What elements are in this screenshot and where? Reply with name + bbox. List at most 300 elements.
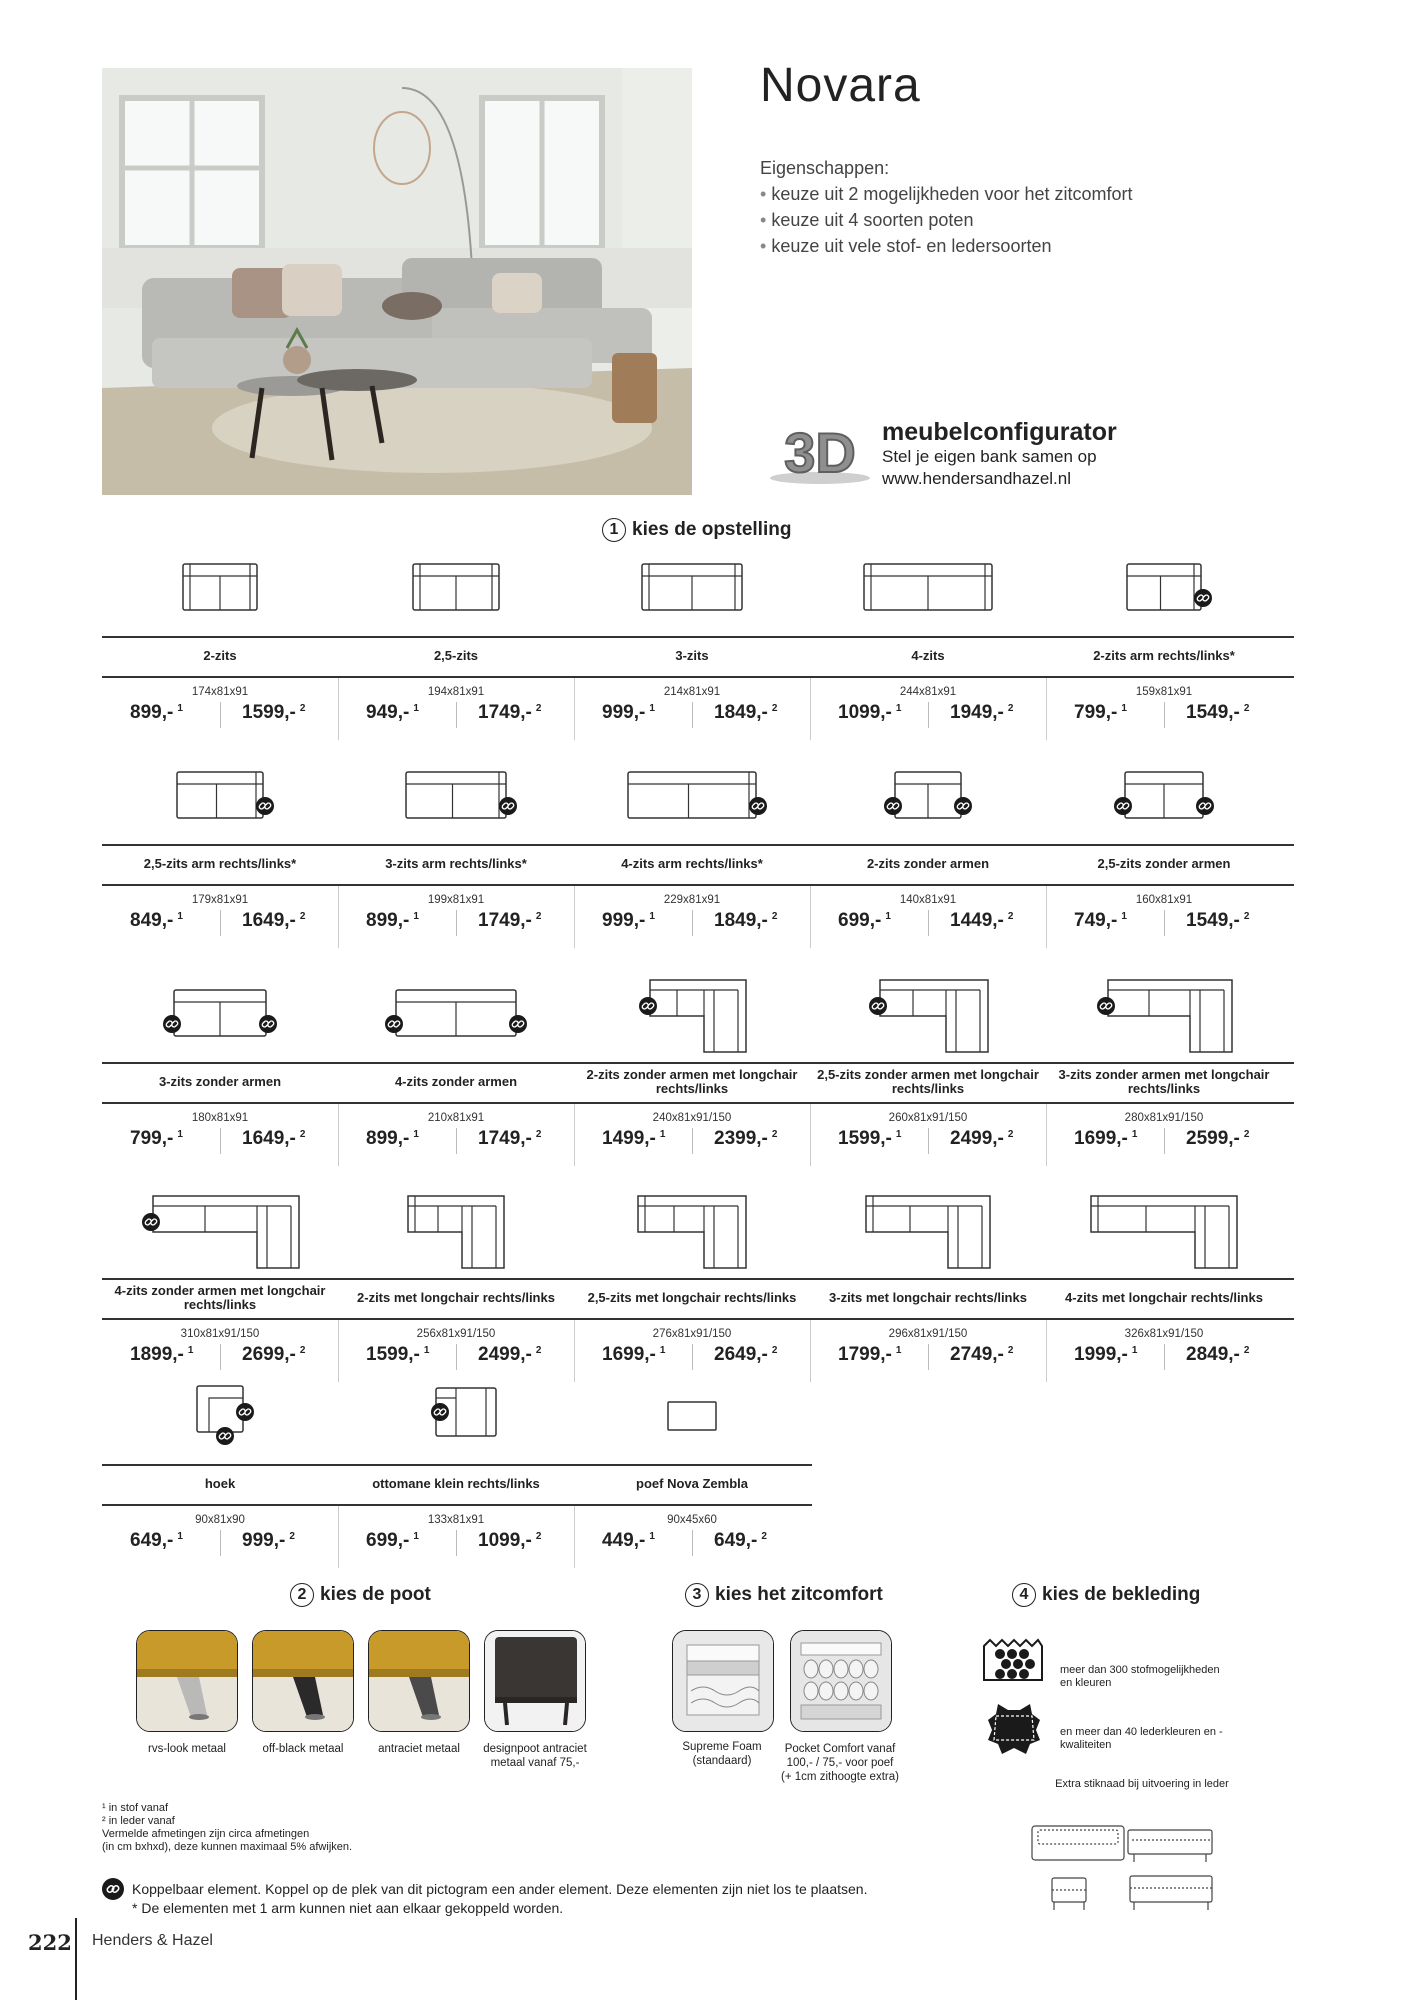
price-leather bbox=[714, 1530, 804, 1552]
link-icon bbox=[1194, 589, 1212, 607]
element-dimensions: 174x81x91 bbox=[191, 686, 249, 698]
price-fabric bbox=[1074, 702, 1164, 724]
link-icon bbox=[385, 1015, 403, 1033]
price-value: 899,- bbox=[366, 910, 410, 931]
element-name: 2-zits arm rechts/links* bbox=[1093, 648, 1235, 663]
column-divider bbox=[1046, 678, 1047, 740]
price-value: 2649,- bbox=[714, 1344, 768, 1365]
element-name: 2,5-zits arm rechts/links* bbox=[143, 856, 297, 871]
element-name: 3-zits arm rechts/links* bbox=[385, 856, 527, 871]
element-cell[interactable] bbox=[1046, 536, 1282, 744]
price-fabric bbox=[838, 702, 928, 724]
price-fabric bbox=[602, 1344, 692, 1366]
configurator-url[interactable]: www.hendersandhazel.nl bbox=[882, 469, 1072, 488]
element-diagram bbox=[338, 1364, 574, 1464]
element-cell[interactable] bbox=[338, 1364, 574, 1572]
price-value: 1699,- bbox=[602, 1344, 656, 1365]
element-dimensions: 90x45x60 bbox=[667, 1514, 717, 1526]
leg-option[interactable] bbox=[368, 1630, 470, 1732]
configurator-text bbox=[882, 446, 1097, 490]
link-icon bbox=[1097, 997, 1115, 1015]
element-cell[interactable] bbox=[102, 962, 338, 1170]
price-superscript: 2 bbox=[771, 1344, 778, 1356]
element-name: 3-zits met longchair rechts/links bbox=[829, 1290, 1027, 1305]
price-superscript: 1 bbox=[649, 702, 655, 714]
leg-illustration bbox=[137, 1631, 237, 1731]
price-value: 899,- bbox=[130, 702, 174, 723]
price-value: 999,- bbox=[602, 910, 646, 931]
fabric-swatch-icon bbox=[978, 1632, 1048, 1688]
price-fabric bbox=[130, 910, 220, 932]
element-diagram bbox=[338, 1178, 574, 1278]
element-cell[interactable] bbox=[338, 536, 574, 744]
price-superscript: 1 bbox=[413, 1530, 419, 1542]
element-dimensions: 179x81x91 bbox=[191, 894, 249, 906]
element-cell[interactable] bbox=[102, 1364, 338, 1572]
element-cell[interactable] bbox=[338, 744, 574, 952]
price-value: 1749,- bbox=[478, 1128, 532, 1149]
element-cell[interactable] bbox=[1046, 1178, 1282, 1386]
link-icon bbox=[256, 797, 274, 815]
element-dimensions: 296x81x91/150 bbox=[888, 1328, 968, 1340]
element-cell[interactable] bbox=[338, 962, 574, 1170]
link-icon bbox=[509, 1015, 527, 1033]
leg-option[interactable] bbox=[252, 1630, 354, 1732]
price-superscript: 1 bbox=[413, 1128, 419, 1140]
brand-name: Henders & Hazel bbox=[92, 1932, 213, 1949]
price-fabric bbox=[366, 702, 456, 724]
price-divider bbox=[220, 702, 221, 728]
property-item: • keuze uit vele stof- en ledersoorten bbox=[760, 233, 1133, 259]
price-divider bbox=[456, 702, 457, 728]
element-cell[interactable] bbox=[338, 1178, 574, 1386]
element-diagram bbox=[810, 536, 1046, 636]
link-icon bbox=[142, 1213, 160, 1231]
price-superscript: 1 bbox=[885, 910, 891, 922]
price-fabric bbox=[1074, 1128, 1164, 1150]
price-superscript: 1 bbox=[659, 1344, 666, 1356]
price-value: 1599,- bbox=[242, 702, 296, 723]
leather-text: en meer dan 40 lederkleuren en -kwaliteiten bbox=[1060, 1726, 1223, 1751]
price-value: 849,- bbox=[130, 910, 174, 931]
element-diagram bbox=[338, 962, 574, 1062]
price-leather bbox=[242, 910, 332, 932]
element-name: 2-zits met longchair rechts/links bbox=[357, 1290, 555, 1305]
price-superscript: 2 bbox=[299, 910, 306, 922]
price-value: 1949,- bbox=[950, 702, 1004, 723]
price-value: 2499,- bbox=[478, 1344, 532, 1365]
element-dimensions: 276x81x91/150 bbox=[652, 1328, 732, 1340]
element-diagram bbox=[338, 536, 574, 636]
link-icon bbox=[259, 1015, 277, 1033]
page-number: 222 bbox=[28, 1930, 72, 1955]
price-divider bbox=[1164, 1128, 1165, 1154]
price-leather bbox=[950, 910, 1040, 932]
price-superscript: 2 bbox=[1007, 910, 1014, 922]
element-cell[interactable] bbox=[102, 744, 338, 952]
column-divider bbox=[810, 1104, 811, 1166]
price-fabric bbox=[602, 1128, 692, 1150]
element-dimensions: 310x81x91/150 bbox=[180, 1328, 260, 1340]
element-name: 4-zits zonder armen met longchair rechts/links bbox=[114, 1283, 326, 1312]
price-value: 1849,- bbox=[714, 702, 768, 723]
price-divider bbox=[220, 1128, 221, 1154]
price-value: 699,- bbox=[838, 910, 882, 931]
price-leather bbox=[478, 910, 568, 932]
element-cell[interactable] bbox=[810, 962, 1046, 1170]
element-name: 3-zits bbox=[675, 648, 709, 663]
price-value: 999,- bbox=[602, 702, 646, 723]
link-legend-text: Koppelbaar element. Koppel op de plek van dit pictogram een ander element. Deze elementen zijn niet los te plaatsen. bbox=[132, 1880, 868, 1897]
leg-caption: designpoot antraciet metaal vanaf 75,- bbox=[483, 1743, 587, 1769]
price-leather bbox=[950, 1344, 1040, 1366]
price-value: 2849,- bbox=[1186, 1344, 1240, 1365]
section-number: 1 bbox=[602, 518, 626, 542]
price-divider bbox=[220, 1530, 221, 1556]
element-dimensions: 90x81x90 bbox=[195, 1514, 245, 1526]
column-divider bbox=[574, 886, 575, 948]
element-diagram bbox=[574, 1364, 810, 1464]
element-dimensions: 229x81x91 bbox=[663, 894, 721, 906]
element-diagram bbox=[1046, 536, 1282, 636]
element-dimensions: 210x81x91 bbox=[427, 1112, 485, 1124]
section-number: 2 bbox=[290, 1583, 314, 1607]
element-dimensions: 180x81x91 bbox=[191, 1112, 249, 1124]
link-icon bbox=[499, 797, 517, 815]
price-superscript: 1 bbox=[177, 702, 183, 714]
price-superscript: 1 bbox=[177, 1128, 183, 1140]
price-superscript: 2 bbox=[771, 1128, 778, 1140]
properties-list bbox=[760, 155, 1133, 259]
price-value: 1699,- bbox=[1074, 1128, 1128, 1149]
element-name: 2,5-zits met longchair rechts/links bbox=[587, 1290, 797, 1305]
price-fabric bbox=[1074, 910, 1164, 932]
price-superscript: 2 bbox=[299, 1128, 306, 1140]
price-superscript: 2 bbox=[535, 1530, 542, 1542]
price-superscript: 2 bbox=[1007, 1128, 1014, 1140]
element-dimensions: 256x81x91/150 bbox=[416, 1328, 496, 1340]
price-leather bbox=[714, 702, 804, 724]
element-name: 3-zits zonder armen bbox=[158, 1074, 282, 1089]
price-superscript: 2 bbox=[1007, 702, 1014, 714]
price-leather bbox=[242, 1530, 332, 1552]
element-diagram bbox=[1046, 744, 1282, 844]
price-divider bbox=[456, 1530, 457, 1556]
column-divider bbox=[338, 678, 339, 740]
leg-option[interactable] bbox=[136, 1630, 238, 1732]
link-icon bbox=[954, 797, 972, 815]
element-name: 4-zits arm rechts/links* bbox=[621, 856, 763, 871]
element-dimensions: 140x81x91 bbox=[899, 894, 957, 906]
price-value: 649,- bbox=[714, 1530, 758, 1551]
price-value: 1549,- bbox=[1186, 910, 1240, 931]
price-superscript: 1 bbox=[659, 1128, 666, 1140]
link-icon bbox=[236, 1403, 254, 1421]
price-superscript: 1 bbox=[649, 1530, 655, 1542]
footnote: (in cm bxhxd), deze kunnen maximaal 5% afwijken. bbox=[102, 1841, 353, 1853]
price-leather bbox=[1186, 910, 1276, 932]
column-divider bbox=[810, 678, 811, 740]
price-value: 1499,- bbox=[602, 1128, 656, 1149]
column-divider bbox=[810, 1320, 811, 1382]
section-title: kies de poot bbox=[320, 1584, 431, 1605]
element-diagram bbox=[102, 1178, 338, 1278]
element-cell[interactable] bbox=[574, 744, 810, 952]
price-superscript: 2 bbox=[535, 1128, 542, 1140]
price-fabric bbox=[130, 702, 220, 724]
price-value: 2749,- bbox=[950, 1344, 1004, 1365]
sofa-illustration bbox=[102, 68, 692, 495]
price-divider bbox=[928, 1344, 929, 1370]
price-value: 2599,- bbox=[1186, 1128, 1240, 1149]
price-value: 1549,- bbox=[1186, 702, 1240, 723]
price-fabric bbox=[366, 910, 456, 932]
section-3-heading bbox=[685, 1583, 883, 1607]
footnote: ² in leder vanaf bbox=[102, 1815, 175, 1827]
price-superscript: 2 bbox=[1243, 1128, 1250, 1140]
footnote: ¹ in stof vanaf bbox=[102, 1802, 169, 1814]
3d-logo-icon bbox=[768, 420, 872, 486]
price-superscript: 2 bbox=[299, 1344, 306, 1356]
price-value: 649,- bbox=[130, 1530, 174, 1551]
section-number: 3 bbox=[685, 1583, 709, 1607]
link-icon bbox=[869, 997, 887, 1015]
price-value: 2699,- bbox=[242, 1344, 296, 1365]
element-diagram bbox=[810, 962, 1046, 1062]
price-superscript: 2 bbox=[1007, 1344, 1014, 1356]
price-superscript: 2 bbox=[299, 702, 306, 714]
price-fabric bbox=[366, 1128, 456, 1150]
element-name: 4-zits met longchair rechts/links bbox=[1065, 1290, 1263, 1305]
element-cell[interactable] bbox=[574, 536, 810, 744]
price-fabric bbox=[1074, 1344, 1164, 1366]
footnotes bbox=[102, 1802, 432, 1854]
leg-caption: rvs-look metaal bbox=[148, 1743, 226, 1755]
element-cell[interactable] bbox=[810, 744, 1046, 952]
leg-option[interactable] bbox=[484, 1630, 586, 1732]
pocket-illustration bbox=[791, 1631, 891, 1731]
element-diagram bbox=[574, 536, 810, 636]
page-divider bbox=[75, 1918, 77, 2000]
price-superscript: 2 bbox=[761, 1530, 767, 1542]
element-cell[interactable] bbox=[102, 536, 338, 744]
element-diagram bbox=[102, 536, 338, 636]
element-cell[interactable] bbox=[810, 536, 1046, 744]
star-note: * De elementen met 1 arm kunnen niet aan elkaar gekoppeld worden. bbox=[132, 1900, 564, 1916]
section-number: 4 bbox=[1012, 1583, 1036, 1607]
foam-illustration bbox=[673, 1631, 773, 1731]
link-icon bbox=[163, 1015, 181, 1033]
price-value: 2499,- bbox=[950, 1128, 1004, 1149]
element-dimensions: 214x81x91 bbox=[663, 686, 721, 698]
footer-legend bbox=[102, 1878, 867, 1917]
price-divider bbox=[692, 910, 693, 936]
element-dimensions: 194x81x91 bbox=[427, 686, 485, 698]
price-superscript: 1 bbox=[1131, 1344, 1138, 1356]
price-value: 699,- bbox=[366, 1530, 410, 1551]
price-value: 2399,- bbox=[714, 1128, 768, 1149]
link-icon bbox=[749, 797, 767, 815]
leg-caption: antraciet metaal bbox=[378, 1743, 460, 1755]
price-leather bbox=[478, 1128, 568, 1150]
price-fabric bbox=[130, 1128, 220, 1150]
price-superscript: 2 bbox=[771, 910, 778, 922]
element-cell[interactable] bbox=[574, 962, 810, 1170]
price-superscript: 2 bbox=[1243, 910, 1250, 922]
section-title: kies het zitcomfort bbox=[715, 1584, 883, 1605]
element-dimensions: 133x81x91 bbox=[427, 1514, 485, 1526]
price-value: 999,- bbox=[242, 1530, 286, 1551]
price-value: 749,- bbox=[1074, 910, 1118, 931]
element-name: poef Nova Zembla bbox=[636, 1476, 748, 1491]
section-title: kies de bekleding bbox=[1042, 1584, 1201, 1605]
element-diagram bbox=[1046, 962, 1282, 1062]
element-diagram bbox=[102, 962, 338, 1062]
comfort-caption: Supreme Foam (standaard) bbox=[682, 1741, 762, 1767]
element-diagram bbox=[810, 1178, 1046, 1278]
element-name: 2,5-zits zonder armen bbox=[1097, 856, 1231, 871]
property-item: • keuze uit 4 soorten poten bbox=[760, 207, 1133, 233]
link-icon bbox=[102, 1878, 124, 1900]
element-dimensions: 244x81x91 bbox=[899, 686, 957, 698]
element-dimensions: 199x81x91 bbox=[427, 894, 485, 906]
price-superscript: 1 bbox=[649, 910, 655, 922]
element-name: 2-zits zonder armen met longchair rechts/links bbox=[586, 1067, 798, 1096]
element-cell[interactable] bbox=[102, 1178, 338, 1386]
price-value: 1899,- bbox=[130, 1344, 184, 1365]
price-value: 449,- bbox=[602, 1530, 646, 1551]
price-leather bbox=[478, 702, 568, 724]
footnote: Vermelde afmetingen zijn circa afmetingen bbox=[102, 1828, 310, 1840]
price-divider bbox=[456, 910, 457, 936]
leg-illustration bbox=[485, 1631, 585, 1731]
element-name: 4-zits bbox=[911, 648, 945, 663]
price-divider bbox=[928, 702, 929, 728]
element-cell[interactable] bbox=[810, 1178, 1046, 1386]
price-value: 1599,- bbox=[366, 1344, 420, 1365]
element-dimensions: 326x81x91/150 bbox=[1124, 1328, 1204, 1340]
price-divider bbox=[692, 1128, 693, 1154]
price-leather bbox=[714, 1344, 804, 1366]
price-leather bbox=[242, 702, 332, 724]
price-value: 1749,- bbox=[478, 910, 532, 931]
leather-hide-icon bbox=[984, 1700, 1044, 1756]
price-value: 1849,- bbox=[714, 910, 768, 931]
property-item: • keuze uit 2 mogelijkheden voor het zitcomfort bbox=[760, 181, 1133, 207]
stitch-text: Extra stiknaad bij uitvoering in leder bbox=[1055, 1778, 1229, 1790]
price-fabric bbox=[602, 910, 692, 932]
price-leather bbox=[242, 1128, 332, 1150]
price-fabric bbox=[366, 1530, 456, 1552]
element-name: 4-zits zonder armen bbox=[394, 1074, 518, 1089]
column-divider bbox=[1046, 886, 1047, 948]
leg-illustration bbox=[253, 1631, 353, 1731]
price-superscript: 2 bbox=[535, 702, 542, 714]
element-diagram bbox=[338, 744, 574, 844]
leg-illustration bbox=[369, 1631, 469, 1731]
link-icon bbox=[1114, 797, 1132, 815]
price-fabric bbox=[130, 1344, 220, 1366]
element-diagram bbox=[102, 744, 338, 844]
price-value: 1099,- bbox=[478, 1530, 532, 1551]
price-leather bbox=[1186, 1128, 1276, 1150]
comfort-option-foam[interactable] bbox=[672, 1630, 774, 1732]
price-divider bbox=[692, 702, 693, 728]
price-value: 1749,- bbox=[478, 702, 532, 723]
column-divider bbox=[338, 1506, 339, 1568]
stitch-illustrations bbox=[1030, 1820, 1230, 1930]
element-cell[interactable] bbox=[1046, 744, 1282, 952]
comfort-option-pocket[interactable] bbox=[790, 1630, 892, 1732]
price-fabric bbox=[602, 702, 692, 724]
price-leather bbox=[478, 1530, 568, 1552]
column-divider bbox=[574, 1506, 575, 1568]
price-leather bbox=[242, 1344, 332, 1366]
element-cell[interactable] bbox=[574, 1178, 810, 1386]
price-divider bbox=[928, 1128, 929, 1154]
price-divider bbox=[928, 910, 929, 936]
price-leather bbox=[478, 1344, 568, 1366]
column-divider bbox=[338, 886, 339, 948]
price-value: 1449,- bbox=[950, 910, 1004, 931]
section-title: kies de opstelling bbox=[632, 519, 792, 540]
price-divider bbox=[220, 910, 221, 936]
price-divider bbox=[692, 1530, 693, 1556]
element-dimensions: 159x81x91 bbox=[1135, 686, 1193, 698]
price-superscript: 1 bbox=[177, 1530, 183, 1542]
price-fabric bbox=[130, 1530, 220, 1552]
column-divider bbox=[1046, 1104, 1047, 1166]
element-cell[interactable] bbox=[574, 1364, 810, 1572]
price-superscript: 1 bbox=[1121, 702, 1127, 714]
price-superscript: 2 bbox=[1243, 1344, 1250, 1356]
price-value: 1099,- bbox=[838, 702, 892, 723]
section-4-heading bbox=[1012, 1583, 1200, 1607]
price-value: 799,- bbox=[1074, 702, 1118, 723]
price-value: 1599,- bbox=[838, 1128, 892, 1149]
price-divider bbox=[1164, 1344, 1165, 1370]
element-cell[interactable] bbox=[1046, 962, 1282, 1170]
price-superscript: 1 bbox=[413, 702, 419, 714]
link-icon bbox=[431, 1403, 449, 1421]
price-superscript: 2 bbox=[535, 910, 542, 922]
link-icon bbox=[884, 797, 902, 815]
properties-label: Eigenschappen: bbox=[760, 158, 890, 178]
element-dimensions: 240x81x91/150 bbox=[652, 1112, 732, 1124]
element-diagram bbox=[574, 744, 810, 844]
price-fabric bbox=[838, 1344, 928, 1366]
element-name: hoek bbox=[204, 1476, 236, 1491]
price-fabric bbox=[366, 1344, 456, 1366]
price-value: 1649,- bbox=[242, 910, 296, 931]
price-superscript: 1 bbox=[187, 1344, 194, 1356]
element-diagram bbox=[574, 962, 810, 1062]
price-leather bbox=[1186, 702, 1276, 724]
price-superscript: 1 bbox=[1121, 910, 1127, 922]
element-name: 2,5-zits bbox=[433, 648, 479, 663]
price-value: 899,- bbox=[366, 1128, 410, 1149]
price-value: 799,- bbox=[130, 1128, 174, 1149]
price-superscript: 2 bbox=[1243, 702, 1250, 714]
price-fabric bbox=[602, 1530, 692, 1552]
element-diagram bbox=[102, 1364, 338, 1464]
price-divider bbox=[1164, 702, 1165, 728]
price-superscript: 1 bbox=[413, 910, 419, 922]
element-name: 2,5-zits zonder armen met longchair rechts/links bbox=[817, 1067, 1039, 1096]
living-room-photo bbox=[102, 68, 692, 495]
link-icon bbox=[639, 997, 657, 1015]
price-leather bbox=[714, 910, 804, 932]
